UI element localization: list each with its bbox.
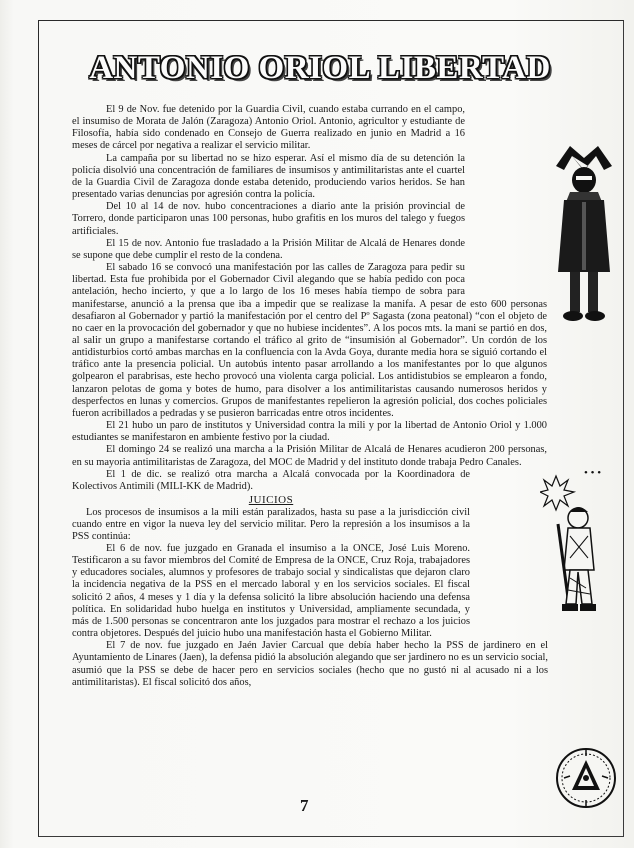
paragraph-2: La campaña por su libertad no se hizo esperar. Así el mismo día de su detención la policía disolvió una concentración de familiares de insumisos y antimilitaristas ante el cuartel de la Guardia Civil de Zaragoza donde estaba detenido, produciendo varios heridos. Se han presentado varias denuncias por agresión contra la policía. [72,152,465,201]
svg-text:• • •: • • • [584,467,602,479]
paragraph-6: El 21 hubo un paro de institutos y Universidad contra la mili y por la libertad de Antonio Oriol y 1.000 estudiantes se manifestaron en ambiente festivo por la ciudad. [72,420,547,444]
section-heading-juicios: JUICIOS [248,494,294,506]
soldier-cartoon-illustration [540,466,616,616]
hooded-protester-illustration [548,140,618,328]
page-number: 7 [300,796,309,815]
juicios-paragraph-3: El 7 de nov. fue juzgado en Jaén Javier Carcual que debía haber hecho la PSS de jardinero en el Ayuntamiento de Linares (Jaen), la defensa pidió la absolución alegando que ser jardinero no es un servicio social, asumió que la PSS se debe de hacer pero en servicios sociales (hecho que no gustó ni al acusado ni a los antimilitaristas). El fiscal solicitó dos años, [72,640,548,688]
insumision-stamp-illustration [554,746,618,810]
illustration-float-mid [470,474,548,632]
paragraph-7: El domingo 24 se realizó una marcha a la Prisión Militar de Alcalá de Henares acudieron 200 personas, en su mayoria antimilitaristas de Zaragoza, del MOC de Madrid y del instituto donde trabaja Pedro Canales. [72,444,547,468]
paragraph-3: Del 10 al 14 de nov. hubo concentraciones a diario ante la prisión provincial de Torrero, donde participaron unas 100 personas, hubo grafitis en los muros del talego y fuegos artificiales. [72,201,465,237]
article-title: ANTONIO ORIOL LIBERTAD [89,50,551,86]
juicios-paragraph-1: Los procesos de insumisos a la mili están paralizados, hasta su pase a la jurisdicción civil cuando entre en vigor la nueva ley del servicio militar. Pero la represión a los insumisos a la PSS continúa: [72,506,470,542]
illustration-float-top [465,104,547,296]
article-body [72,104,548,689]
paragraph-8: El 1 de dic. se realizó otra marcha a Alcalá convocada por la Koordinadora de Kolectivos Antimili (MILI-KK de Madrid). [72,468,470,492]
paragraph-5: El sabado 16 se convocó una manifestación por las calles de Zaragoza para pedir su libertad. Esta fue prohibida por el Gobernador Civil alegando que se había pedido con poca antelación, hecho incierto, y que a lo largo de los 16 meses había tiempo de sobra para manifestarse, anunció a la prensa que iba a impedir que se realizase la manifa. A pesar de esto 600 personas desafiaron al Gobernador y partió la manifestación por el centro del Pº Sagasta (zona peatonal) “con el objeto de no caer en la provocación del gobernador y que no hubiese incidentes”. A los pocos mts. la mani se partió en dos, al salir un grupo a manifestarse cortando el tráfico al grito de “insumisión al Gobernador”. Un cordón de los antidisturbios cortó ambas marchas en la confluencia con la Avda Goya, durante media hora se siguió cortando el tráfico ante la presencia policial. Un autobús intento pasar arrollando a los manifestantes por lo que algunos golpearon el parabrisas, este hecho provocó una violenta carga policial. Los antidistubios se emplearon a fondo, lanzaron pelotas de goma y botes de humo, para disolver a los antimilitaristas causando numerosos heridos y desperfectos en lunas y comercios. Grupos de manifestantes repelieron la agresión policial, dos coches policiales fueron acribillados a pedradas y se pusieron barricadas entre otros incidentes. [72,262,547,419]
juicios-paragraph-2: El 6 de nov. fue juzgado en Granada el insumiso a la ONCE, José Luis Moreno. Testificaron a su favor miembros del Comité de Empresa de la ONCE, Cruz Roja, trabajadores y educadores sociales, alumnos y profesores de trabajo social y sindicalistas que dejaron claro la incidencia negativa de la PSS en el mercado laboral y en los servicios sociales. El fiscal solicitó 2 años, 4 meses y 1 día y la defensa solicitó la libre absolución haciendo una defensa política. En solidaridad hubo huelga en institutos y Universidad, ampliamente secundada, y más de 1.500 personas se concentraron ante los juzgados para mostrar el rechazo a los juicios contra objetores. Después del juicio hubo una manifestación hasta el Gobierno Militar. [72,542,470,640]
paragraph-4: El 15 de nov. Antonio fue trasladado a la Prisión Militar de Alcalá de Henares donde se supone que debe cumplir el resto de la condena. [72,237,465,261]
paragraph-1: El 9 de Nov. fue detenido por la Guardia Civil, cuando estaba currando en el campo, el insumiso de Morata de Jalón (Zaragoza) Antonio Oriol. Antonio, agricultor y estudiante de Filosofía, había sido condenado en Consejo de Guerra realizado en junio en Madrid a 16 meses de cárcel por negativa a realizar el servicio militar. [72,104,465,152]
